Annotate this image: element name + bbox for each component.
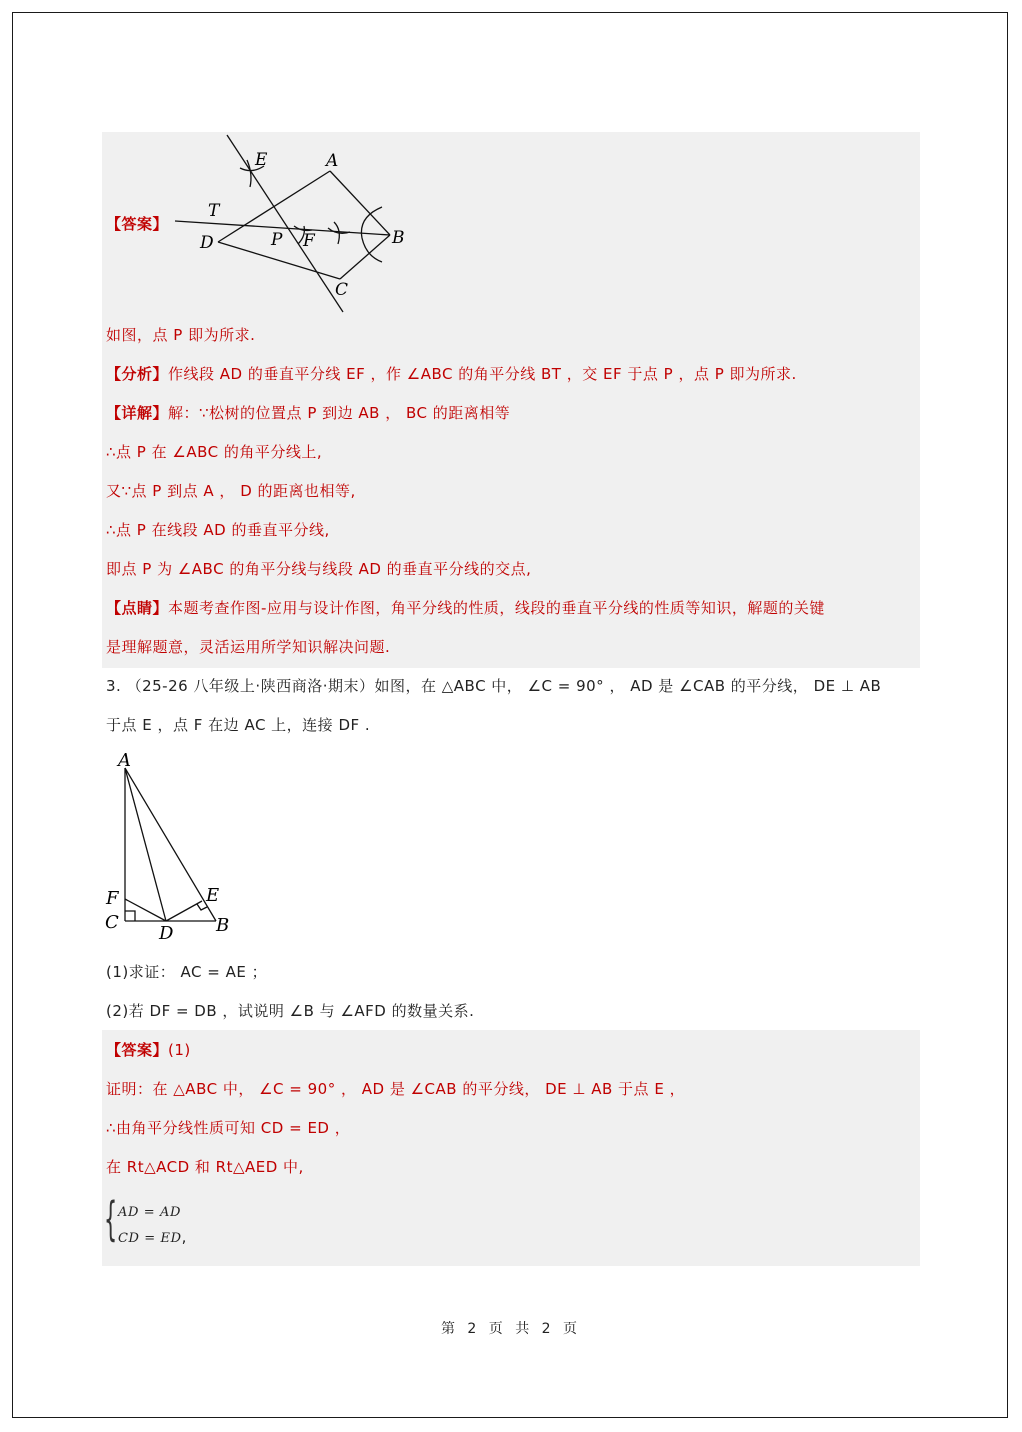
system-eq-2-text: CD = ED bbox=[118, 1231, 182, 1246]
label-e: E bbox=[255, 150, 268, 170]
label-p: P bbox=[271, 230, 283, 250]
q3-answer-line bbox=[106, 1040, 191, 1060]
answer-line: 如图，点 P 即为所求. bbox=[106, 326, 256, 344]
system-eq-2 bbox=[118, 1227, 187, 1249]
answer-tag-q2: 【答案】 bbox=[106, 215, 169, 233]
segment-df bbox=[125, 899, 166, 921]
segment-de bbox=[166, 901, 202, 921]
right-angle-c bbox=[125, 911, 135, 921]
edge-ab bbox=[330, 171, 390, 235]
label-c: C bbox=[335, 280, 349, 300]
triangle-figure bbox=[100, 750, 240, 945]
step-3: ∴点 P 在线段 AD 的垂直平分线, bbox=[106, 521, 330, 539]
comment-text-1: 本题考查作图-应用与设计作图，角平分线的性质，线段的垂直平分线的性质等知识，解题的关键 bbox=[168, 599, 825, 617]
q3-part-1: (1)求证： AC = AE ； bbox=[106, 963, 268, 981]
segment-ad bbox=[125, 768, 166, 921]
analysis-line bbox=[106, 364, 797, 384]
system-comma: , bbox=[181, 1228, 187, 1246]
label-d: D bbox=[200, 233, 214, 253]
page-footer: 第 2 页 共 2 页 bbox=[440, 1321, 582, 1337]
comment-line-2: 是理解题意，灵活运用所学知识解决问题. bbox=[106, 638, 391, 656]
answer-block-2 bbox=[102, 1030, 920, 1266]
label-t: T bbox=[208, 201, 220, 221]
q3-stem-1: 3. （25-26 八年级上·陕西商洛·期末）如图，在 △ABC 中， ∠C = 90° ， AD 是 ∠CAB 的平分线， DE ⊥ AB bbox=[106, 677, 882, 695]
label-f2: F bbox=[106, 888, 119, 909]
arc-e-2 bbox=[247, 160, 251, 187]
detail-text: 解：∵松树的位置点 P 到边 AB ， BC 的距离相等 bbox=[168, 404, 511, 422]
proof-line-1: 证明：在 △ABC 中， ∠C = 90° ， AD 是 ∠CAB 的平分线， DE ⊥ AB 于点 E ， bbox=[106, 1080, 686, 1098]
label-f: F bbox=[303, 231, 315, 251]
step-4: 即点 P 为 ∠ABC 的角平分线与线段 AD 的垂直平分线的交点, bbox=[106, 560, 532, 578]
proof-line-2: ∴由角平分线性质可知 CD = ED ， bbox=[106, 1119, 351, 1137]
system-eq-1-text: AD = AD bbox=[118, 1205, 181, 1220]
construction-figure bbox=[170, 132, 430, 317]
q3-part-2: (2)若 DF = DB ，试说明 ∠B 与 ∠AFD 的数量关系. bbox=[106, 1002, 475, 1020]
q3-answer-tag: 【答案】 bbox=[106, 1041, 169, 1059]
label-b: B bbox=[392, 228, 405, 248]
label-d2: D bbox=[159, 923, 174, 944]
step-1: ∴点 P 在 ∠ABC 的角平分线上, bbox=[106, 443, 323, 461]
analysis-tag: 【分析】 bbox=[106, 365, 169, 383]
label-e2: E bbox=[206, 885, 220, 906]
detail-tag: 【详解】 bbox=[106, 404, 169, 422]
label-a: A bbox=[326, 151, 339, 171]
analysis-text: 作线段 AD 的垂直平分线 EF ，作 ∠ABC 的角平分线 BT ，交 EF 于点 P ，点 P 即为所求. bbox=[168, 365, 797, 383]
arc-f-2 bbox=[294, 226, 312, 231]
proof-line-3: 在 Rt△ACD 和 Rt△AED 中, bbox=[106, 1158, 304, 1176]
q3-stem-2: 于点 E ，点 F 在边 AC 上，连接 DF . bbox=[106, 716, 371, 734]
label-c2: C bbox=[105, 912, 119, 933]
detail-line bbox=[106, 403, 510, 423]
q3-answer-num: (1) bbox=[168, 1041, 191, 1059]
label-b2: B bbox=[216, 915, 230, 936]
label-a2: A bbox=[118, 750, 131, 771]
edge-bc bbox=[340, 235, 390, 279]
system-brace: { bbox=[104, 1192, 118, 1246]
system-eq-1 bbox=[118, 1201, 181, 1223]
comment-tag: 【点睛】 bbox=[106, 599, 169, 617]
side-ab bbox=[125, 768, 216, 921]
comment-line-1 bbox=[106, 598, 825, 618]
step-2: 又∵点 P 到点 A ， D 的距离也相等, bbox=[106, 482, 356, 500]
